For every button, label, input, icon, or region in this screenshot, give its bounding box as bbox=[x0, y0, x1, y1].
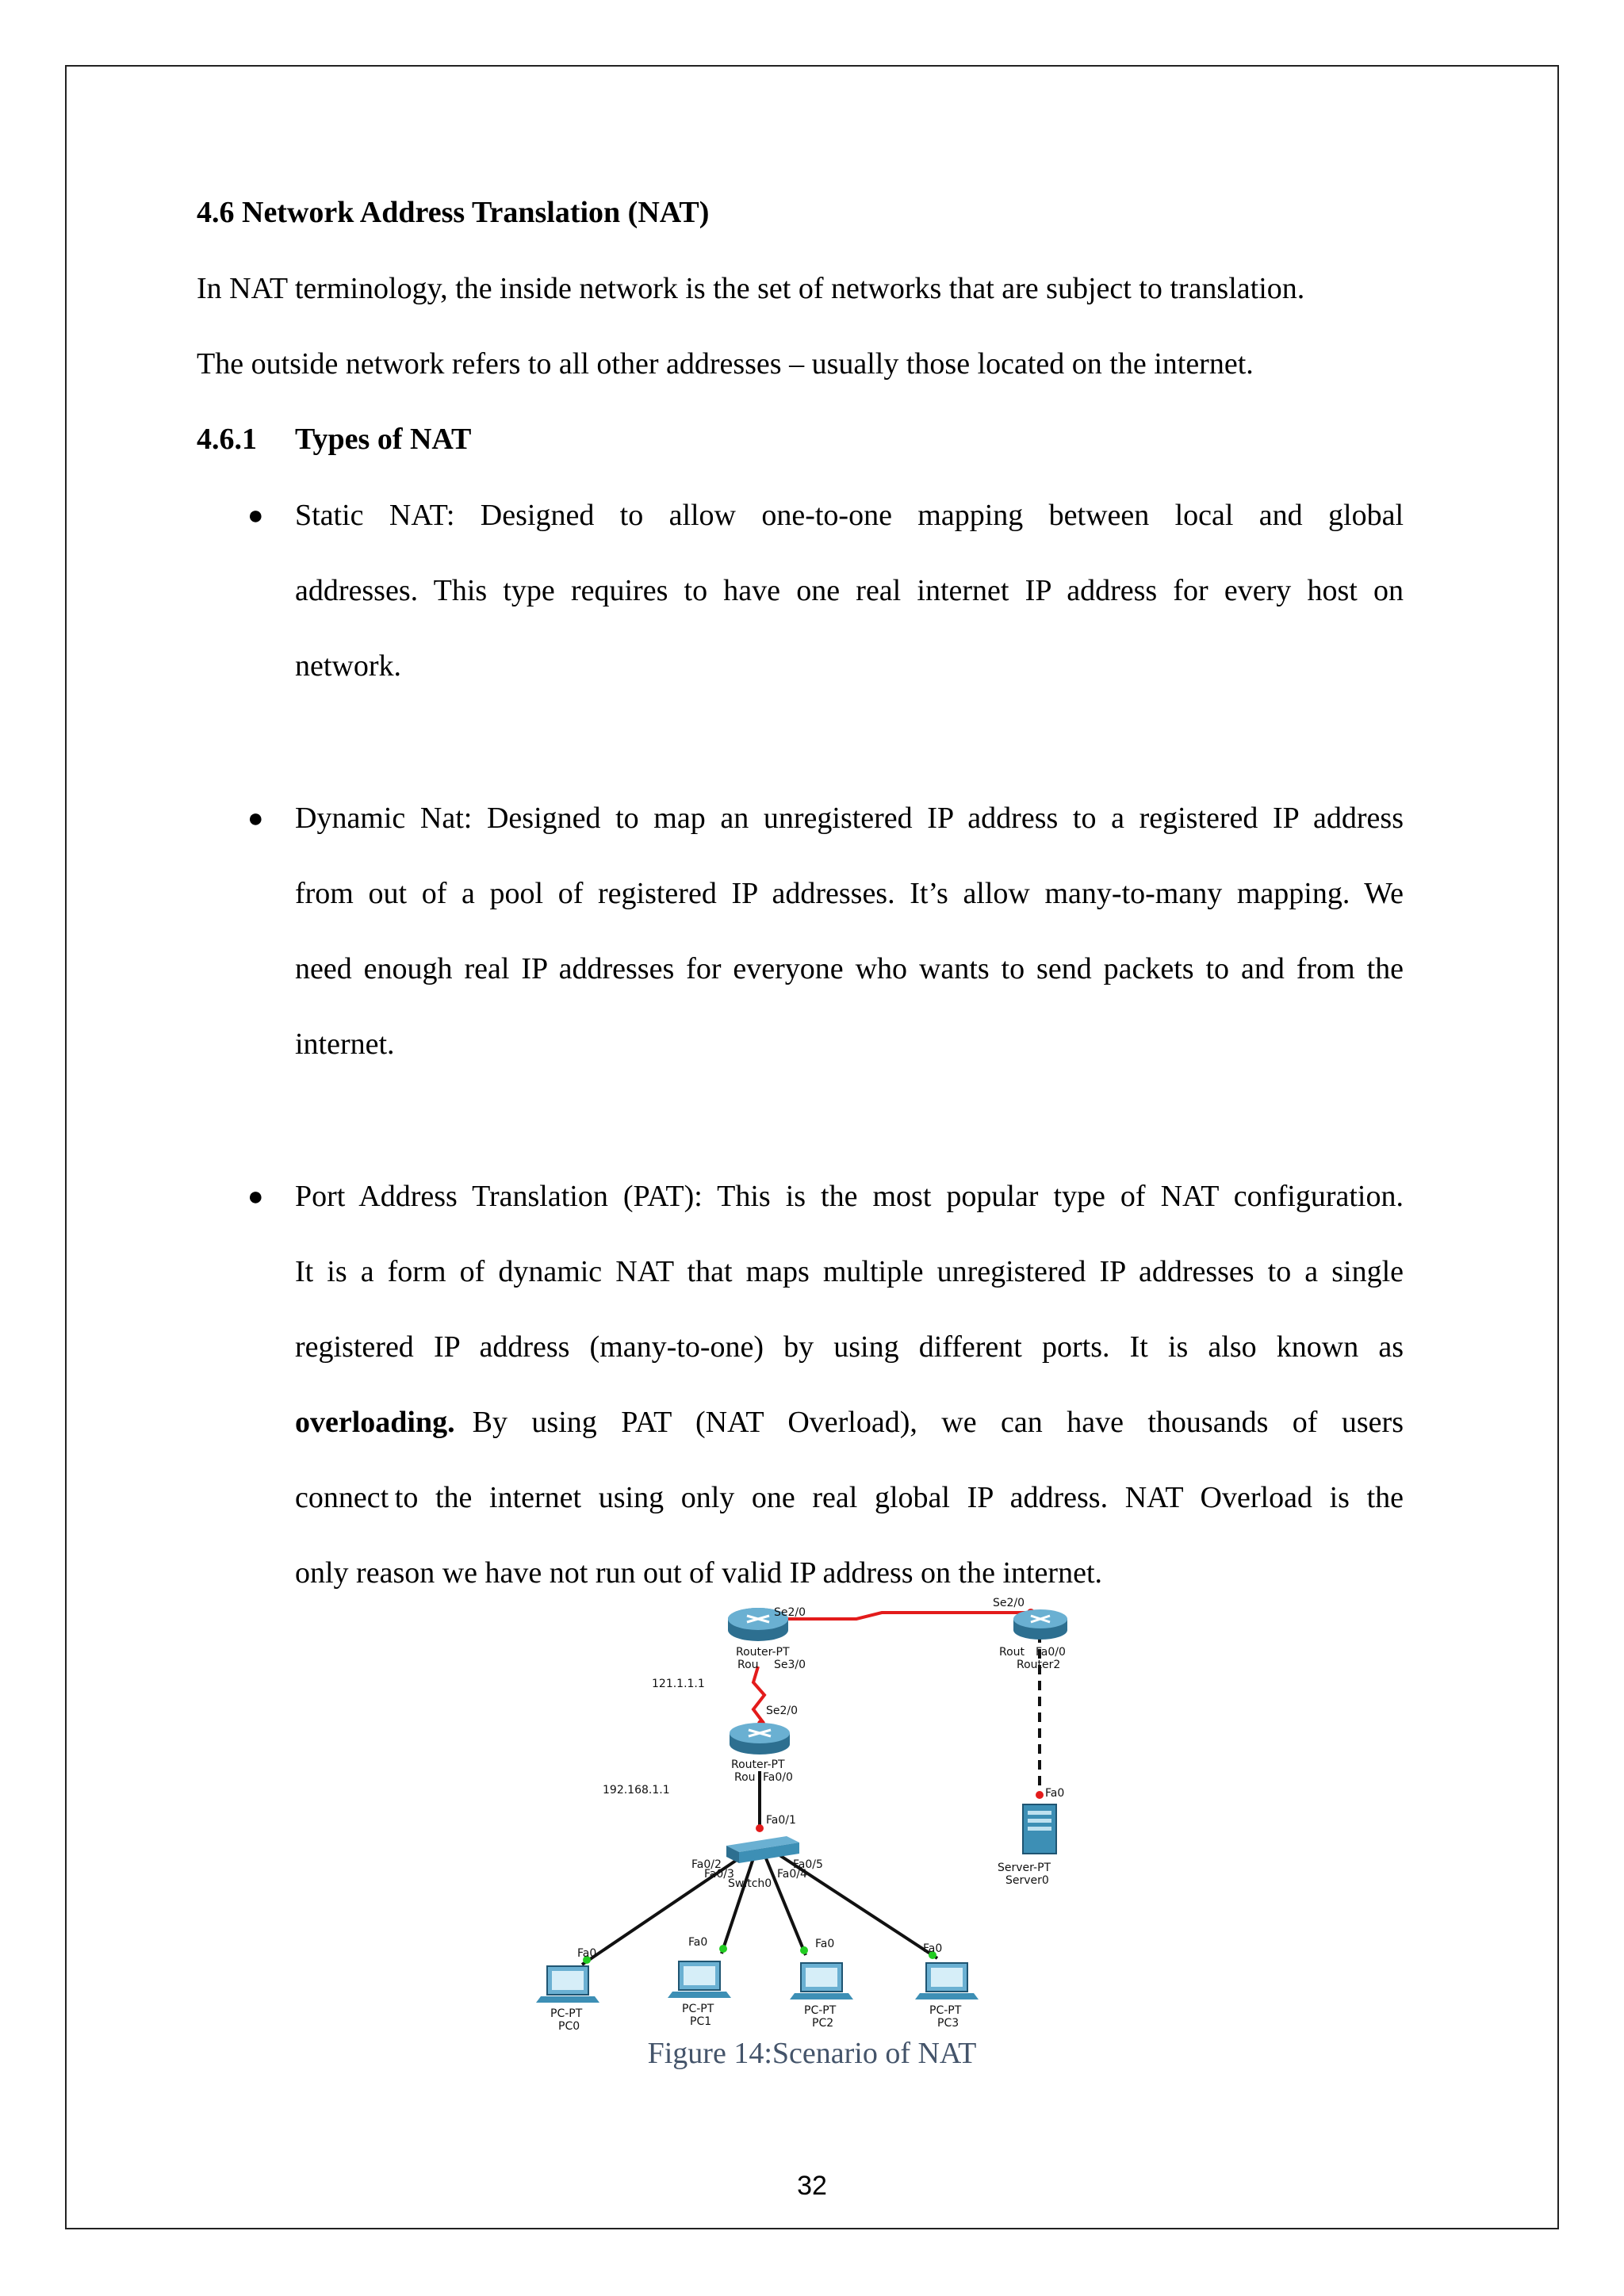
bullet-2-line-3: need enough real IP addresses for everyone who wants to send packets to and from the bbox=[295, 952, 1404, 985]
switch-port-fa01: Fa0/1 bbox=[766, 1814, 796, 1827]
bullet-3-line-2: It is a form of dynamic NAT that maps multiple unregistered IP addresses to a single bbox=[295, 1255, 1404, 1288]
nat-network-diagram bbox=[523, 1594, 1094, 2038]
bullet-1-line-2: addresses. This type requires to have one real internet IP address for every host on bbox=[295, 574, 1404, 607]
pc-icon bbox=[668, 1961, 731, 1998]
router-icon bbox=[730, 1723, 790, 1755]
intro-line-2: The outside network refers to all other addresses – usually those located on the internet. bbox=[197, 347, 1254, 381]
router2-port-fa00: Fa0/0 bbox=[1036, 1646, 1066, 1659]
switch-port-fa04: Fa0/4 bbox=[777, 1868, 807, 1881]
figure-caption: Figure 14:Scenario of NAT bbox=[647, 2037, 977, 2070]
router1-name-label: Rou bbox=[734, 1771, 756, 1784]
pc1-name: PC1 bbox=[690, 2015, 712, 2028]
router0-name-label: Rou bbox=[737, 1659, 759, 1671]
link-dot bbox=[1036, 1791, 1044, 1799]
server-type-label: Server-PT bbox=[998, 1862, 1051, 1874]
pc-2 bbox=[790, 1938, 853, 2030]
link-dot bbox=[756, 1824, 764, 1832]
pc3-type: PC-PT bbox=[929, 2004, 962, 2017]
ip-wan-label: 121.1.1.1 bbox=[652, 1678, 705, 1690]
switch-port-fa05: Fa0/5 bbox=[793, 1858, 823, 1871]
router0-type-label: Router-PT bbox=[736, 1646, 790, 1659]
pc-icon bbox=[915, 1963, 979, 1999]
bullet-2-line-4: internet. bbox=[295, 1027, 395, 1061]
server-port-fa0: Fa0 bbox=[1045, 1787, 1065, 1800]
pc2-port: Fa0 bbox=[815, 1938, 835, 1950]
bullet-1-line-1: Static NAT: Designed to allow one-to-one mapping between local and global bbox=[295, 499, 1404, 532]
switch-port-fa02: Fa0/2 bbox=[691, 1858, 722, 1871]
router0-port-se30: Se3/0 bbox=[774, 1659, 806, 1671]
server-icon bbox=[1023, 1804, 1056, 1854]
bullet-3-line-1: Port Address Translation (PAT): This is the most popular type of NAT configuration. bbox=[295, 1180, 1404, 1213]
bullet-2-line-2: from out of a pool of registered IP addresses. It’s allow many-to-many mapping. We bbox=[295, 877, 1404, 910]
bullet-2-line-1: Dynamic Nat: Designed to map an unregistered IP address to a registered IP address bbox=[295, 802, 1404, 835]
pc1-port: Fa0 bbox=[688, 1936, 708, 1949]
intro-line-1: In NAT terminology, the inside network is the set of networks that are subject to translation. bbox=[197, 272, 1305, 305]
bullet-3-line-4 bbox=[295, 1405, 1404, 1440]
router2-name-clipped: Rout bbox=[999, 1646, 1025, 1659]
pc1-type: PC-PT bbox=[682, 2003, 714, 2015]
page-number: 32 bbox=[797, 2171, 827, 2201]
server-name-label: Server0 bbox=[1005, 1874, 1049, 1887]
bullet-dot: ● bbox=[247, 804, 264, 833]
router-icon bbox=[1013, 1609, 1067, 1640]
bullet-dot: ● bbox=[247, 1182, 264, 1211]
link-dot bbox=[800, 1946, 808, 1954]
pc0-port: Fa0 bbox=[577, 1947, 597, 1960]
ip-lan-label: 192.168.1.1 bbox=[603, 1784, 670, 1797]
switch-name-label: Switch0 bbox=[728, 1877, 772, 1890]
bullet-3-line-5: connect to the internet using only one real global IP address. NAT Overload is the bbox=[295, 1481, 1404, 1514]
router2-port-se20: Se2/0 bbox=[993, 1597, 1025, 1609]
subsection-title: Types of NAT bbox=[295, 423, 472, 456]
pc0-type: PC-PT bbox=[550, 2007, 583, 2020]
pc-3 bbox=[915, 1942, 979, 2030]
subsection-number: 4.6.1 bbox=[197, 423, 257, 456]
router1-type-label: Router-PT bbox=[731, 1758, 785, 1771]
bullet-3-line-4-text: By using PAT (NAT Overload), we can have thousands of users bbox=[472, 1406, 1404, 1439]
pc0-name: PC0 bbox=[558, 2020, 580, 2033]
router1-port-se20: Se2/0 bbox=[766, 1705, 799, 1717]
bold-term: overloading. bbox=[295, 1406, 455, 1439]
router2-name-label: Router2 bbox=[1017, 1659, 1061, 1671]
bullet-3-line-3: registered IP address (many-to-one) by using different ports. It is also known as bbox=[295, 1330, 1404, 1364]
pc-icon bbox=[790, 1963, 853, 1999]
link-dot bbox=[719, 1945, 727, 1953]
bullet-1-line-3: network. bbox=[295, 649, 402, 683]
pc-icon bbox=[536, 1966, 599, 2003]
router0-port-se20: Se2/0 bbox=[774, 1606, 806, 1619]
bullet-dot: ● bbox=[247, 501, 264, 530]
router1-port-fa00: Fa0/0 bbox=[763, 1771, 793, 1784]
bullet-3-line-6: only reason we have not run out of valid IP address on the internet. bbox=[295, 1556, 1103, 1590]
pc3-port: Fa0 bbox=[923, 1942, 943, 1955]
switch-port-fa03: Fa0/3 bbox=[704, 1868, 734, 1881]
subsection-heading bbox=[197, 422, 471, 457]
pc2-type: PC-PT bbox=[804, 2004, 837, 2017]
pc2-name: PC2 bbox=[812, 2017, 834, 2030]
pc3-name: PC3 bbox=[937, 2017, 959, 2030]
serial-link-router0-router1 bbox=[753, 1667, 764, 1722]
section-title: 4.6 Network Address Translation (NAT) bbox=[197, 196, 710, 229]
